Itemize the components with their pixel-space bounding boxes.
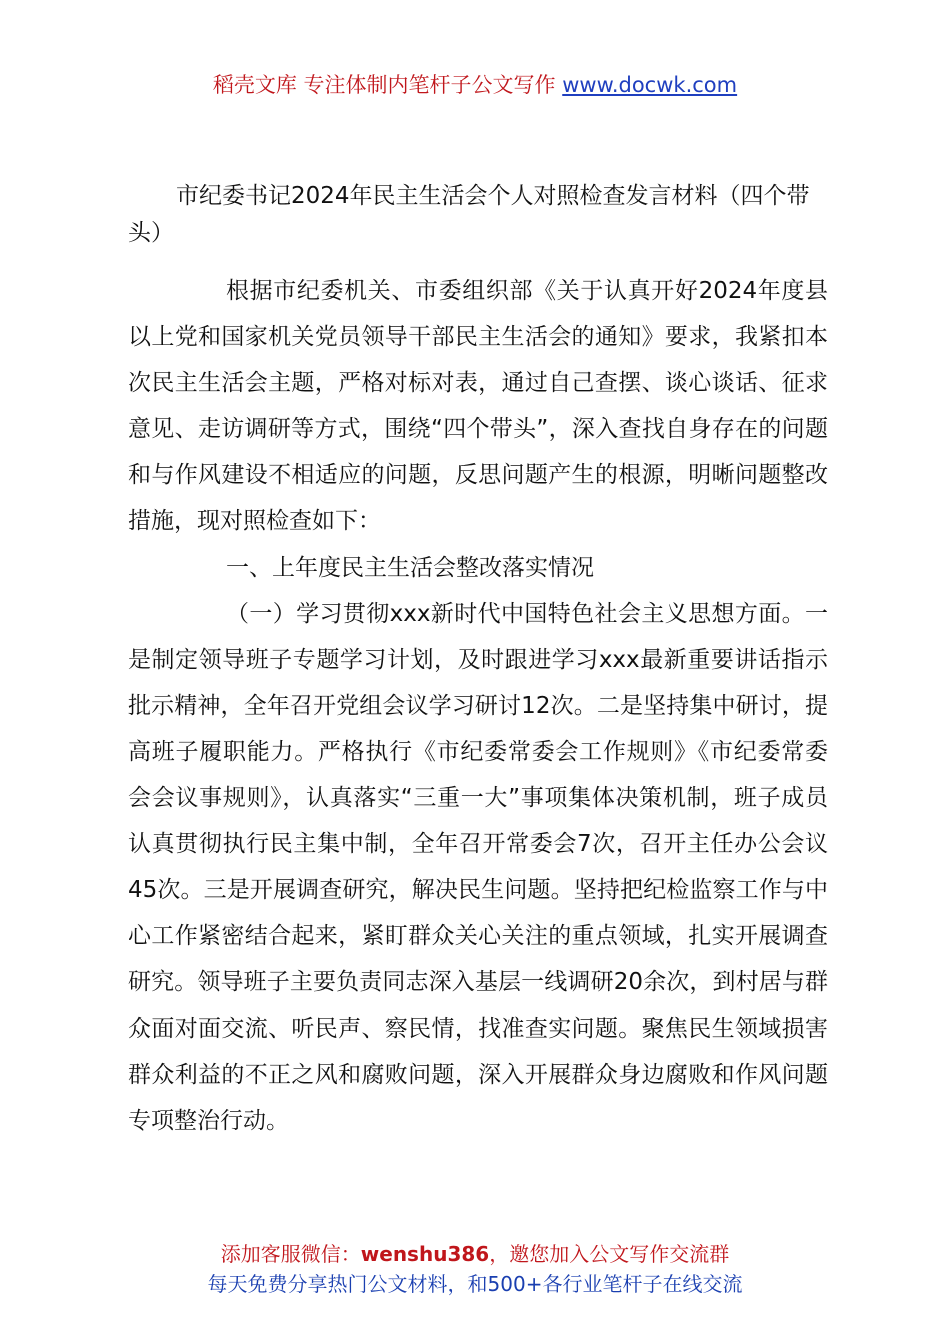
document-title: 市纪委书记2024年民主生活会个人对照检查发言材料（四个带头） bbox=[128, 183, 810, 246]
subsection-paragraph: （一）学习贯彻xxx新时代中国特色社会主义思想方面。一是制定领导班子专题学习计划，及时跟进学习xxx最新重要讲话指示批示精神，全年召开党组会议学习研讨12次。二是坚持集中研讨，提高班子履职能力。严格执行《市纪委常委会工作规则》《市纪委常委会会议事规则》，认真落实“三重一大”事项集体决策机制，班子成员认真贯彻执行民主集中制，全年召开常委会7次，召开主任办公会议45次。三是开展调查研究，解决民生问题。坚持把纪检监察工作与中心工作紧密结合起来，紧盯群众关心关注的重点领域，扎实开展调查研究。领导班子主要负责同志深入基层一线调研20余次，到村居与群众面对面交流、听民声、察民情，找准查实问题。聚焦民生领域损害群众利益的不正之风和腐败问题，深入开展群众身边腐败和作风问题专项整治行动。 bbox=[128, 600, 828, 1134]
footer-contact-suffix: ，邀您加入公文写作交流群 bbox=[489, 1242, 730, 1266]
site-link[interactable]: www.docwk.com bbox=[562, 73, 738, 97]
footer-line-promo: 每天免费分享热门公文材料，和500+各行业笔杆子在线交流 bbox=[207, 1272, 743, 1296]
section-heading: 一、上年度民主生活会整改落实情况 bbox=[226, 554, 594, 581]
intro-paragraph: 根据市纪委机关、市委组织部《关于认真开好2024年度县以上党和国家机关党员领导干部民主生活会的通知》要求，我紧扣本次民主生活会主题，严格对标对表，通过自己查摆、谈心谈话、征求意见、走访调研等方式，围绕“四个带头”，深入查找自身存在的问题和与作风建设不相适应的问题，反思问题产生的根源，明晰问题整改措施，现对照检查如下： bbox=[128, 278, 828, 535]
wechat-id: wenshu386 bbox=[360, 1242, 490, 1266]
page-header bbox=[0, 70, 950, 100]
document-body bbox=[128, 268, 828, 1144]
footer-line-contact bbox=[0, 1239, 950, 1269]
brand-text: 稻壳文库 专注体制内笔杆子公文写作 bbox=[212, 73, 563, 97]
page-footer bbox=[0, 1239, 950, 1299]
footer-contact-prefix: 添加客服微信： bbox=[220, 1242, 361, 1266]
